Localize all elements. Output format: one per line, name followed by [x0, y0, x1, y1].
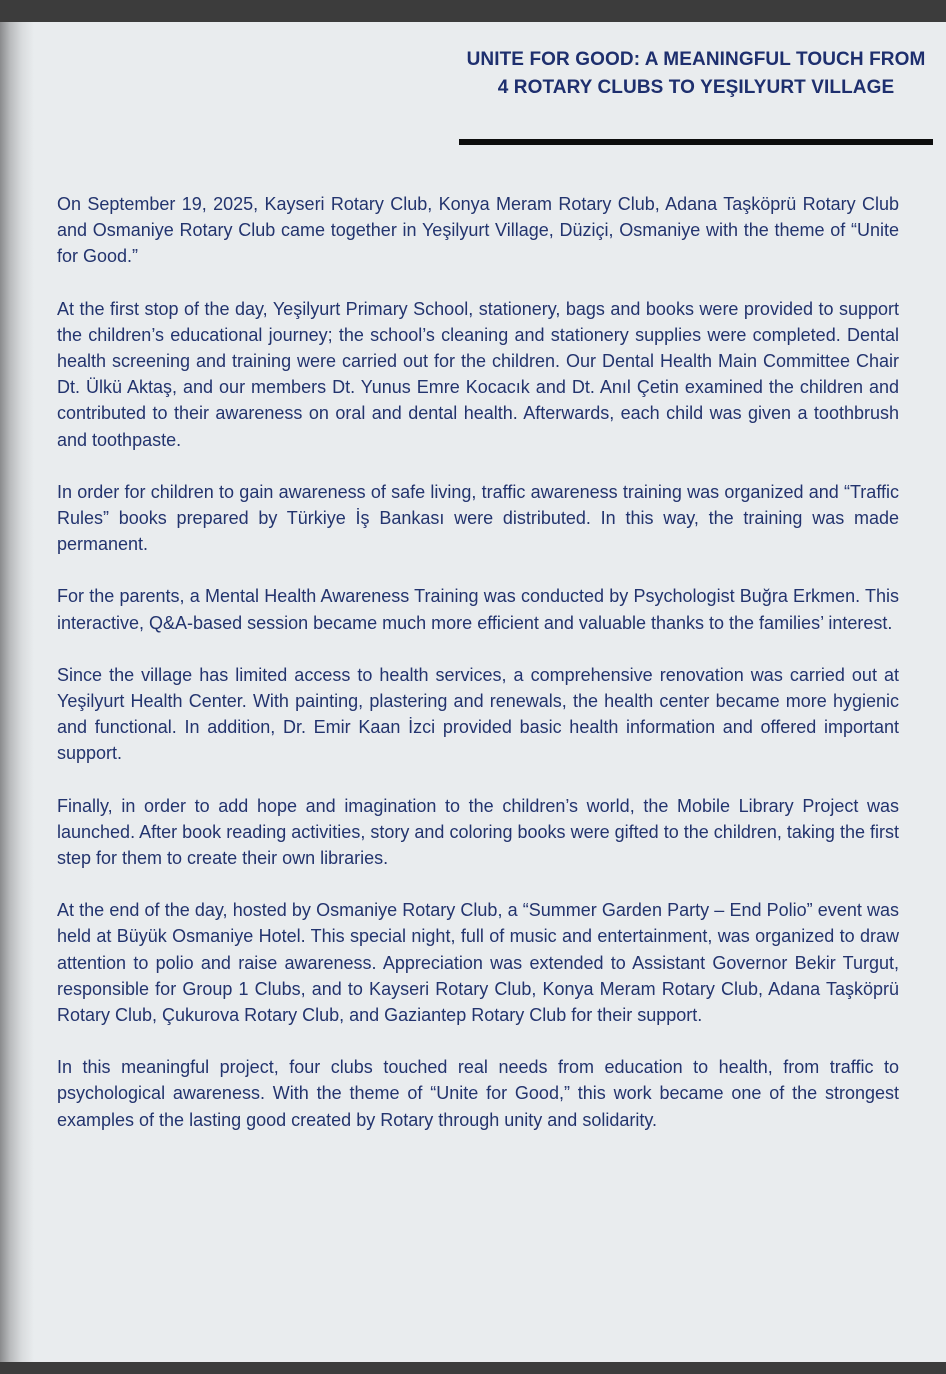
title-block — [459, 46, 933, 101]
paragraph-conclusion: In this meaningful project, four clubs touched real needs from education to health, from traffic to psychological awareness. With the theme of “Unite for Good,” this work became one of the strongest examples of the lasting good created by Rotary through unity and solidarity. — [57, 1057, 899, 1130]
page-edge-shadow — [0, 22, 34, 1362]
paragraph-mental-health: For the parents, a Mental Health Awareness Training was conducted by Psychologist Buğra Erkmen. This interactive, Q&A-based session became much more efficient and valuable thanks to the families’ interest. — [57, 586, 899, 633]
document-page[interactable] — [0, 22, 946, 1362]
article-title: UNITE FOR GOOD: A MEANINGFUL TOUCH FROM 4 ROTARY CLUBS TO YEŞILYURT VILLAGE — [466, 49, 926, 98]
paragraph-health-center: Since the village has limited access to health services, a comprehensive renovation was carried out at Yeşilyurt Health Center. With painting, plastering and renewals, the health center became more hygienic and functional. In addition, Dr. Emir Kaan İzci provided basic health information and offered important support. — [57, 664, 899, 764]
paragraph-primary-school: At the first stop of the day, Yeşilyurt Primary School, stationery, bags and books were provided to support the children’s educational journey; the school’s cleaning and stationery supplies were completed. Dental health screening and training were carried out for the children. Our Dental Health Main Committee Chair Dt. Ülkü Aktaş, and our members Dt. Yunus Emre Kocacık and Dt. Anıl Çetin examined the children and contributed to their awareness on oral and dental health. Afterwards, each child was given a toothbrush and toothpaste. — [57, 298, 899, 450]
paragraph-intro: On September 19, 2025, Kayseri Rotary Club, Konya Meram Rotary Club, Adana Taşköprü Rotary Club and Osmaniye Rotary Club came together in Yeşilyurt Village, Düziçi, Osmaniye with the theme of “Unite for Good.” — [57, 194, 899, 267]
article-body — [57, 191, 899, 1159]
paragraph-garden-party: At the end of the day, hosted by Osmaniye Rotary Club, a “Summer Garden Party – End Polio” event was held at Büyük Osmaniye Hotel. This special night, full of music and entertainment, was organized to draw attention to polio and raise awareness. Appreciation was extended to Assistant Governor Bekir Turgut, responsible for Group 1 Clubs, and to Kayseri Rotary Club, Konya Meram Rotary Club, Adana Taşköprü Rotary Club, Çukurova Rotary Club, and Gaziantep Rotary Club for their support. — [57, 900, 899, 1026]
paragraph-traffic-awareness: In order for children to gain awareness of safe living, traffic awareness training was organized and “Traffic Rules” books prepared by Türkiye İş Bankası were distributed. In this way, the training was made permanent. — [57, 481, 899, 555]
paragraph-mobile-library: Finally, in order to add hope and imagination to the children’s world, the Mobile Library Project was launched. After book reading activities, story and coloring books were gifted to the children, taking the first step for them to create their own libraries. — [57, 795, 899, 869]
title-underline-rule — [459, 139, 933, 145]
